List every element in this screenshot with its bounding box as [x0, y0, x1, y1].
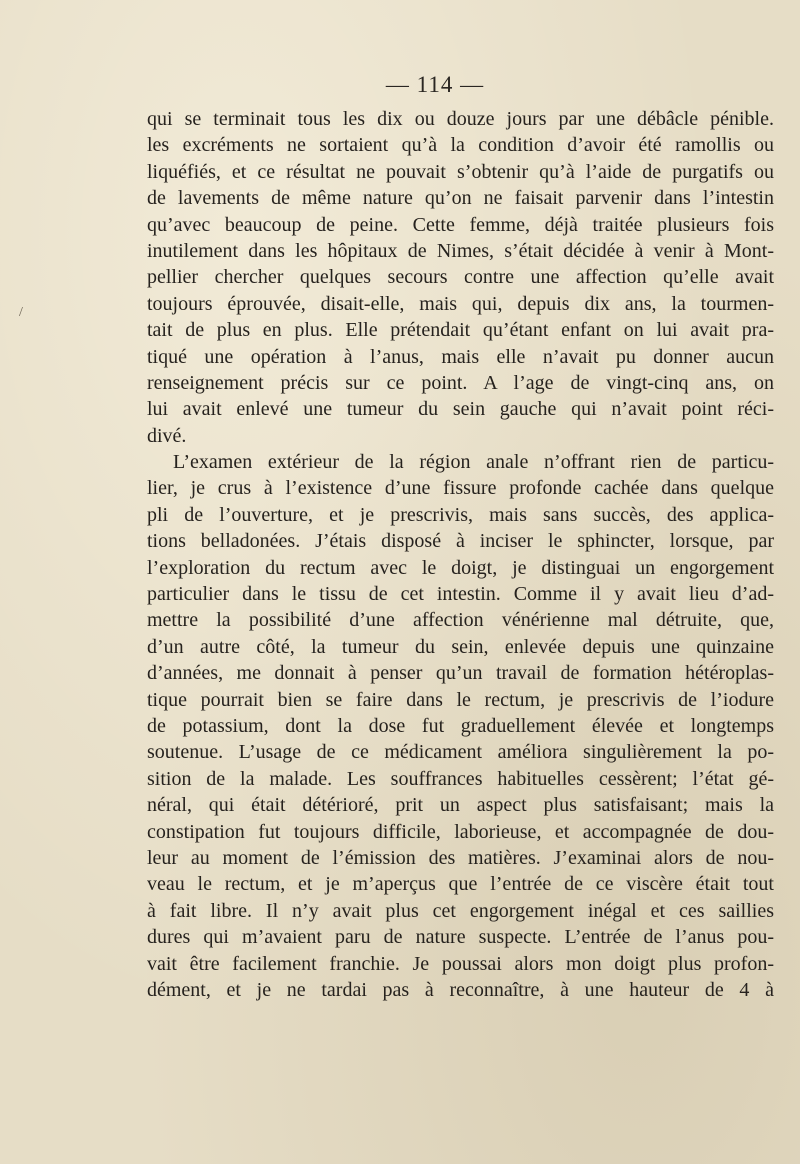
text-line: leur au moment de l’émission des matières. J’examinai alors de nou- [147, 846, 774, 869]
paragraph-first-line: L’examen extérieur de la région anale n’offrant rien de particu- [173, 451, 774, 474]
text-line: vait être facilement franchie. Je poussai alors mon doigt plus profon- [147, 952, 774, 975]
text-line: qu’avec beaucoup de peine. Cette femme, déjà traitée plusieurs fois [147, 213, 774, 236]
text-line: toujours éprouvée, disait-elle, mais qui, depuis dix ans, la tourmen- [147, 292, 774, 315]
text-line: veau le rectum, et je m’aperçus que l’entrée de ce viscère était tout [147, 873, 774, 896]
text-line: à fait libre. Il n’y avait plus cet engorgement inégal et ces saillies [147, 899, 774, 922]
text-line: les excréments ne sortaient qu’à la condition d’avoir été ramollis ou [147, 134, 774, 157]
text-line: de potassium, dont la dose fut graduellement élevée et longtemps [147, 714, 774, 737]
page-number: — 114 — [385, 72, 485, 97]
text-line: pli de l’ouverture, et je prescrivis, mais sans succès, des applica- [147, 503, 774, 526]
text-line: tait de plus en plus. Elle prétendait qu’étant enfant on lui avait pra- [147, 319, 774, 342]
text-line: dures qui m’avaient paru de nature suspecte. L’entrée de l’anus pou- [147, 926, 774, 949]
text-line: particulier dans le tissu de cet intestin. Comme il y avait lieu d’ad- [147, 583, 774, 606]
text-line: sition de la malade. Les souffrances habituelles cessèrent; l’état gé- [147, 767, 774, 790]
margin-mark: / [19, 305, 23, 320]
text-line: pellier chercher quelques secours contre une affection qu’elle avait [147, 266, 774, 289]
text-line: tique pourrait bien se faire dans le rectum, je prescrivis de l’iodure [147, 688, 774, 711]
text-line: de lavements de même nature qu’on ne faisait parvenir dans l’intestin [147, 187, 774, 210]
text-line: mettre la possibilité d’une affection vénérienne mal détruite, que, [147, 609, 774, 632]
text-line: d’un autre côté, la tumeur du sein, enlevée depuis une quinzaine [147, 635, 774, 658]
text-line: qui se terminait tous les dix ou douze jours par une débâcle pénible. [147, 108, 774, 130]
text-line: lui avait enlevé une tumeur du sein gauche qui n’avait point réci- [147, 398, 774, 421]
text-line: constipation fut toujours difficile, laborieuse, et accompagnée de dou- [147, 820, 774, 843]
text-line: tions belladonées. J’étais disposé à inciser le sphincter, lorsque, par [147, 530, 774, 553]
text-line: néral, qui était détérioré, prit un aspect plus satisfaisant; mais la [147, 794, 774, 817]
text-line: dément, et je ne tardai pas à reconnaître, à une hauteur de 4 à [147, 978, 774, 1001]
text-line: d’années, me donnait à penser qu’un travail de formation hétéroplas- [147, 662, 774, 685]
text-line: tiqué une opération à l’anus, mais elle n’avait pu donner aucun [147, 345, 774, 368]
text-line: inutilement dans les hôpitaux de Nimes, s’était décidée à venir à Mont- [147, 239, 774, 262]
paragraph-end-line: divé. [147, 424, 187, 447]
text-line: lier, je crus à l’existence d’une fissure profonde cachée dans quelque [147, 477, 774, 500]
text-line: soutenue. L’usage de ce médicament améliora singulièrement la po- [147, 741, 774, 764]
body-text [147, 106, 774, 1003]
text-line: renseignement précis sur ce point. A l’age de vingt-cinq ans, on [147, 371, 774, 394]
text-line: liquéfiés, et ce résultat ne pouvait s’obtenir qu’à l’aide de purgatifs ou [147, 160, 774, 183]
text-line: l’exploration du rectum avec le doigt, je distinguai un engorgement [147, 556, 774, 579]
